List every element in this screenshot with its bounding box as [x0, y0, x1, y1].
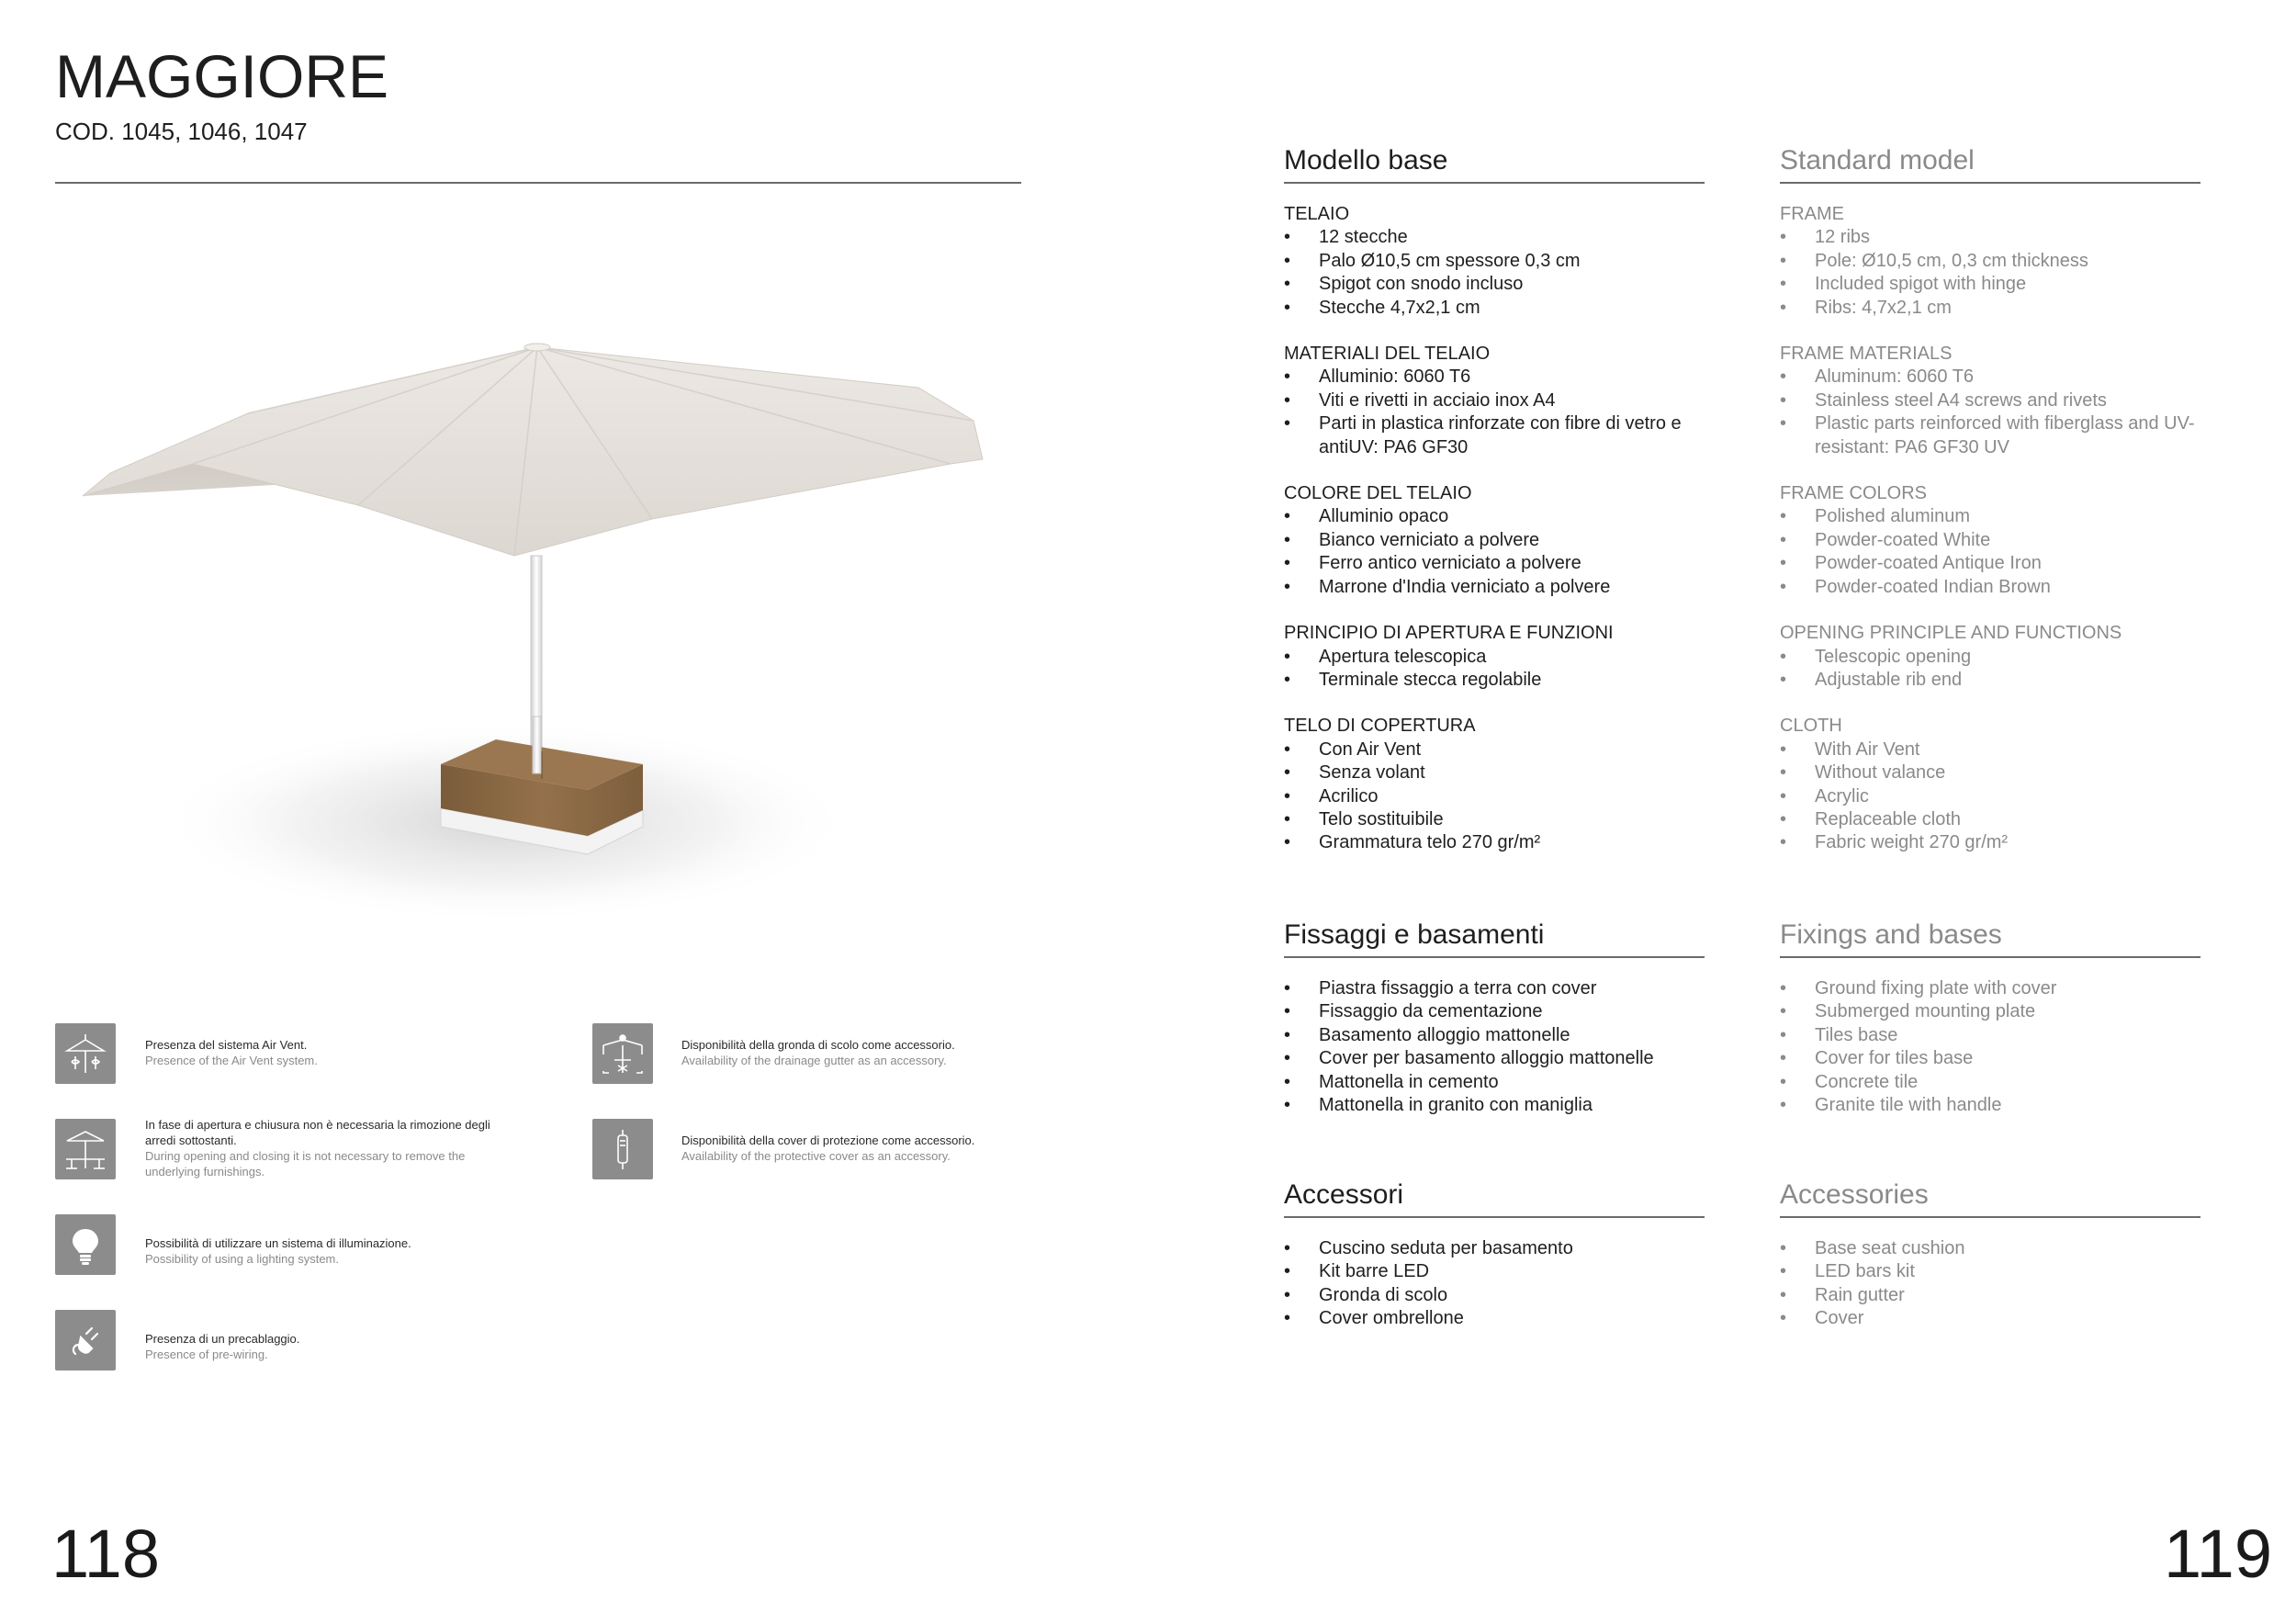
spec-group: [1284, 715, 1706, 854]
standard-model-specs-en: [1780, 203, 2202, 878]
page-number-left: 118: [51, 1516, 160, 1592]
list-item: • LED bars kit: [1780, 1260, 2202, 1283]
feature-protective-cover-en: Availability of the protective cover as an accessory.: [681, 1149, 951, 1163]
spec-group-title: FRAME: [1780, 204, 1844, 224]
list-item: • Telo sostituibile: [1284, 808, 1706, 831]
spec-group-title: TELAIO: [1284, 204, 1350, 224]
accessories-list-it: [1284, 1237, 1706, 1331]
feature-furniture-clearance-en: During opening and closing it is not necessary to remove the underlying furnishings.: [145, 1149, 466, 1179]
protective-cover-icon: [592, 1119, 653, 1179]
list-item: • Ground fixing plate with cover: [1780, 977, 2202, 1000]
spec-group: [1780, 482, 2202, 599]
bullet-list: [1284, 505, 1706, 599]
light-bulb-icon: [55, 1214, 116, 1275]
spec-group: [1780, 203, 2202, 320]
drainage-gutter-icon: [592, 1023, 653, 1084]
feature-prewiring-en: Presence of pre-wiring.: [145, 1348, 268, 1361]
list-item: • Parti in plastica rinforzate con fibre di vetro e antiUV: PA6 GF30: [1284, 412, 1706, 459]
furniture-clearance-icon: [55, 1119, 116, 1179]
feature-lighting-it: Possibilità di utilizzare un sistema di illuminazione.: [145, 1236, 411, 1250]
feature-lighting-en: Possibility of using a lighting system.: [145, 1252, 339, 1266]
list-item: • Base seat cushion: [1780, 1237, 2202, 1260]
standard-model-heading-en: Standard model: [1780, 145, 1975, 175]
plug-icon: [55, 1310, 116, 1370]
spec-group: [1284, 203, 1706, 320]
umbrella-product-image: [55, 276, 1021, 974]
bullet-list: [1284, 646, 1706, 693]
list-item: • Bianco verniciato a polvere: [1284, 529, 1706, 552]
list-item: • Adjustable rib end: [1780, 669, 2202, 692]
bullet-list: [1780, 366, 2202, 459]
list-item: • Granite tile with handle: [1780, 1094, 2202, 1117]
bullet-list: [1284, 739, 1706, 855]
product-codes: COD. 1045, 1046, 1047: [55, 118, 308, 145]
bullet-list: [1780, 226, 2202, 320]
list-item: • Mattonella in cemento: [1284, 1071, 1706, 1094]
accessories-heading-it: Accessori: [1284, 1179, 1404, 1210]
accessories-list-en: [1780, 1237, 2202, 1331]
spec-group-title: CLOTH: [1780, 716, 1842, 737]
bullet-list: [1780, 505, 2202, 599]
list-item: • Powder-coated Indian Brown: [1780, 576, 2202, 599]
list-item: • 12 ribs: [1780, 226, 2202, 249]
accessories-rule-it: [1284, 1216, 1705, 1218]
list-item: • With Air Vent: [1780, 739, 2202, 761]
list-item: • Ferro antico verniciato a polvere: [1284, 552, 1706, 575]
list-item: • Aluminum: 6060 T6: [1780, 366, 2202, 389]
feature-prewiring: [145, 1331, 549, 1362]
list-item: • Con Air Vent: [1284, 739, 1706, 761]
list-item: • Grammatura telo 270 gr/m²: [1284, 831, 1706, 854]
list-item: • Pole: Ø10,5 cm, 0,3 cm thickness: [1780, 250, 2202, 273]
list-item: • Stainless steel A4 screws and rivets: [1780, 389, 2202, 412]
list-item: • Concrete tile: [1780, 1071, 2202, 1094]
page-number-right: 119: [2164, 1516, 2272, 1592]
feature-furniture-clearance: [145, 1117, 512, 1179]
feature-protective-cover-it: Disponibilità della cover di protezione come accessorio.: [681, 1133, 975, 1147]
feature-drainage-gutter: [681, 1037, 1086, 1068]
accessories-rule-en: [1780, 1216, 2200, 1218]
standard-model-heading-it: Modello base: [1284, 145, 1448, 175]
list-item: • Terminale stecca regolabile: [1284, 669, 1706, 692]
spec-group: [1780, 715, 2202, 854]
list-item: • Cover for tiles base: [1780, 1047, 2202, 1070]
feature-drainage-gutter-en: Availability of the drainage gutter as an accessory.: [681, 1054, 947, 1067]
spec-group-title: PRINCIPIO DI APERTURA E FUNZIONI: [1284, 623, 1614, 644]
spec-group-title: OPENING PRINCIPLE AND FUNCTIONS: [1780, 623, 2122, 644]
spec-group-title: FRAME MATERIALS: [1780, 344, 1953, 365]
fixings-rule-en: [1780, 956, 2200, 958]
list-item: • Telescopic opening: [1780, 646, 2202, 669]
spec-group: [1284, 482, 1706, 599]
feature-protective-cover: [681, 1133, 1086, 1164]
list-item: • Palo Ø10,5 cm spessore 0,3 cm: [1284, 250, 1706, 273]
list-item: • Replaceable cloth: [1780, 808, 2202, 831]
spec-group-title: FRAME COLORS: [1780, 483, 1928, 504]
spec-group-title: TELO DI COPERTURA: [1284, 716, 1476, 737]
list-item: • Alluminio: 6060 T6: [1284, 366, 1706, 389]
bullet-list: [1780, 1237, 2202, 1331]
spec-group-title: MATERIALI DEL TELAIO: [1284, 344, 1491, 365]
list-item: • Cover per basamento alloggio mattonelle: [1284, 1047, 1706, 1070]
list-item: • Without valance: [1780, 761, 2202, 784]
list-item: • Cuscino seduta per basamento: [1284, 1237, 1706, 1260]
bullet-list: [1284, 1237, 1706, 1331]
list-item: • Polished aluminum: [1780, 505, 2202, 528]
bullet-list: [1780, 646, 2202, 693]
spec-group-title: COLORE DEL TELAIO: [1284, 483, 1472, 504]
bullet-list: [1284, 366, 1706, 459]
title-divider: [55, 182, 1021, 184]
bullet-list: [1284, 977, 1706, 1117]
feature-furniture-clearance-it: In fase di apertura e chiusura non è necessaria la rimozione degli arredi sottostanti.: [145, 1118, 490, 1147]
feature-prewiring-it: Presenza di un precablaggio.: [145, 1332, 300, 1346]
list-item: • Marrone d'India verniciato a polvere: [1284, 576, 1706, 599]
list-item: • Powder-coated White: [1780, 529, 2202, 552]
list-item: • Rain gutter: [1780, 1284, 2202, 1307]
list-item: • Basamento alloggio mattonelle: [1284, 1024, 1706, 1047]
list-item: • Included spigot with hinge: [1780, 273, 2202, 296]
list-item: • Kit barre LED: [1284, 1260, 1706, 1283]
list-item: • Viti e rivetti in acciaio inox A4: [1284, 389, 1706, 412]
list-item: • Stecche 4,7x2,1 cm: [1284, 297, 1706, 320]
list-item: • Powder-coated Antique Iron: [1780, 552, 2202, 575]
fixings-heading-en: Fixings and bases: [1780, 919, 2002, 950]
fixings-heading-it: Fissaggi e basamenti: [1284, 919, 1545, 950]
list-item: • Fabric weight 270 gr/m²: [1780, 831, 2202, 854]
list-item: • Gronda di scolo: [1284, 1284, 1706, 1307]
fixings-list-it: [1284, 977, 1706, 1117]
feature-drainage-gutter-it: Disponibilità della gronda di scolo come accessorio.: [681, 1038, 955, 1052]
list-item: • Apertura telescopica: [1284, 646, 1706, 669]
list-item: • Piastra fissaggio a terra con cover: [1284, 977, 1706, 1000]
bullet-list: [1284, 226, 1706, 320]
air-vent-icon: [55, 1023, 116, 1084]
feature-lighting: [145, 1235, 549, 1267]
spec-group: [1780, 343, 2202, 459]
fixings-list-en: [1780, 977, 2202, 1117]
list-item: • 12 stecche: [1284, 226, 1706, 249]
list-item: • Cover ombrellone: [1284, 1307, 1706, 1330]
list-item: • Senza volant: [1284, 761, 1706, 784]
standard-model-rule-en: [1780, 182, 2200, 184]
feature-air-vent: [145, 1037, 549, 1068]
list-item: • Acrilico: [1284, 785, 1706, 808]
list-item: • Spigot con snodo incluso: [1284, 273, 1706, 296]
list-item: • Ribs: 4,7x2,1 cm: [1780, 297, 2202, 320]
list-item: • Cover: [1780, 1307, 2202, 1330]
list-item: • Alluminio opaco: [1284, 505, 1706, 528]
list-item: • Tiles base: [1780, 1024, 2202, 1047]
standard-model-specs-it: [1284, 203, 1706, 878]
list-item: • Acrylic: [1780, 785, 2202, 808]
feature-air-vent-it: Presenza del sistema Air Vent.: [145, 1038, 308, 1052]
accessories-heading-en: Accessories: [1780, 1179, 1929, 1210]
bullet-list: [1780, 977, 2202, 1117]
list-item: • Fissaggio da cementazione: [1284, 1000, 1706, 1023]
spec-group: [1780, 622, 2202, 692]
spec-group: [1284, 343, 1706, 459]
bullet-list: [1780, 739, 2202, 855]
list-item: • Submerged mounting plate: [1780, 1000, 2202, 1023]
product-title: MAGGIORE: [55, 42, 389, 110]
spec-group: [1284, 622, 1706, 692]
standard-model-rule-it: [1284, 182, 1705, 184]
feature-air-vent-en: Presence of the Air Vent system.: [145, 1054, 318, 1067]
fixings-rule-it: [1284, 956, 1705, 958]
list-item: • Mattonella in granito con maniglia: [1284, 1094, 1706, 1117]
list-item: • Plastic parts reinforced with fiberglass and UV-resistant: PA6 GF30 UV: [1780, 412, 2202, 459]
